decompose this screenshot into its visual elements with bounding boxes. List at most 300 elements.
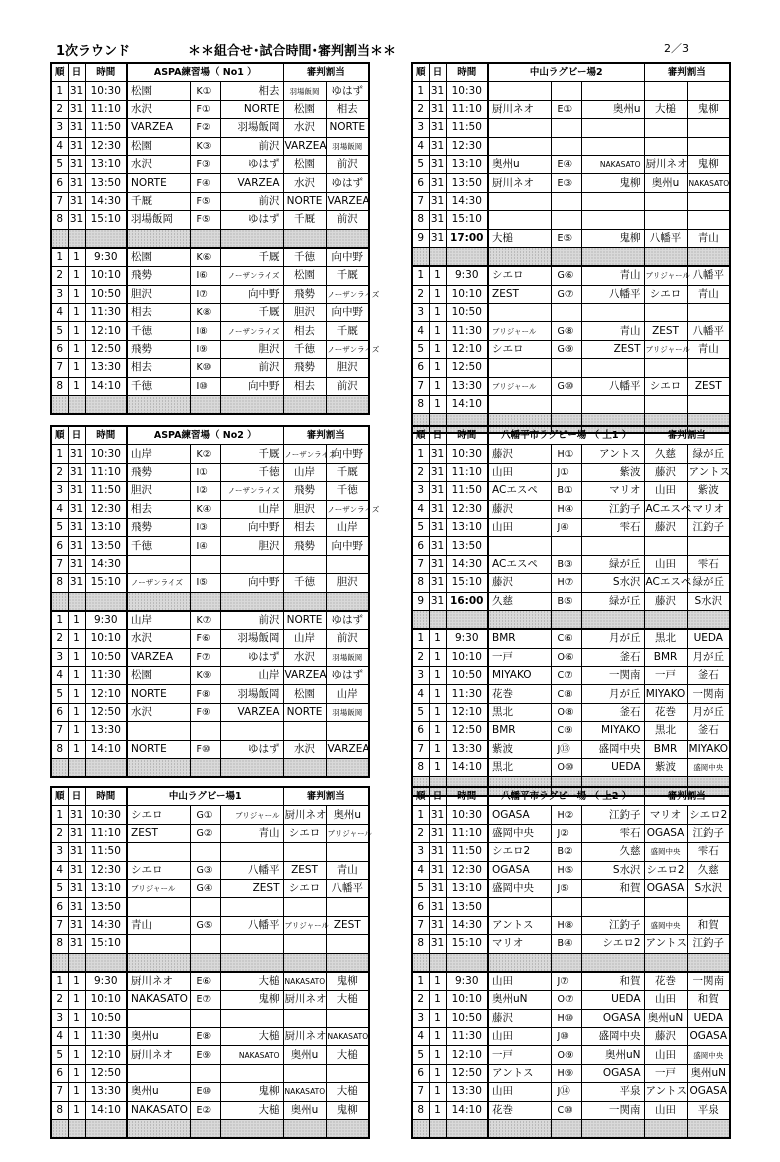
home-team: VARZEA <box>127 119 190 137</box>
kickoff-time: 13:30 <box>446 1083 488 1101</box>
table-row <box>412 359 730 377</box>
away-team: 紫波 <box>581 463 644 481</box>
away-team <box>220 555 283 573</box>
match-code: K⑧ <box>190 304 220 322</box>
referee-1: 黒北 <box>644 629 687 648</box>
kickoff-time: 10:50 <box>446 667 488 685</box>
kickoff-time: 12:10 <box>85 322 127 340</box>
separator-cell <box>85 1120 127 1139</box>
match-order: 7 <box>51 359 68 377</box>
table-row <box>51 211 369 229</box>
away-team: アントス <box>581 445 644 463</box>
group-separator <box>412 953 730 972</box>
away-team: OGASA <box>581 1064 644 1082</box>
match-code <box>551 211 581 229</box>
match-day: 1 <box>429 740 446 758</box>
match-code: C⑦ <box>551 667 581 685</box>
referee-1: 花巻 <box>644 703 687 721</box>
table-row <box>51 1083 369 1101</box>
match-order: 8 <box>412 759 429 777</box>
referee-1: アントス <box>644 1083 687 1101</box>
referee-2: 羽場飯岡 <box>326 703 369 721</box>
match-order: 2 <box>51 630 68 648</box>
match-day: 31 <box>429 100 446 118</box>
away-team: 一関南 <box>581 667 644 685</box>
home-team: 山岸 <box>127 611 190 630</box>
away-team: MIYAKO <box>581 722 644 740</box>
away-team: ノーザンライズ <box>220 322 283 340</box>
table-row <box>51 916 369 934</box>
match-order: 1 <box>412 972 429 991</box>
match-code: H① <box>551 445 581 463</box>
match-order: 4 <box>51 500 68 518</box>
match-day: 1 <box>429 377 446 395</box>
match-code: G⑨ <box>551 340 581 358</box>
match-order: 6 <box>51 340 68 358</box>
separator-cell <box>488 953 551 972</box>
match-order: 1 <box>51 82 68 100</box>
referee-1: 山田 <box>644 555 687 573</box>
separator-cell <box>51 229 68 248</box>
match-day: 31 <box>429 843 446 861</box>
separator-cell <box>190 953 220 972</box>
referee-2: 青山 <box>326 861 369 879</box>
away-team: 千厩 <box>220 445 283 463</box>
table-row <box>412 935 730 953</box>
home-team: 松園 <box>127 248 190 267</box>
table-row <box>51 843 369 861</box>
match-order: 7 <box>412 916 429 934</box>
referee-1: 山田 <box>644 991 687 1009</box>
separator-cell <box>51 592 68 611</box>
home-team: アントス <box>488 1064 551 1082</box>
separator-cell <box>326 1120 369 1139</box>
match-code: K① <box>190 82 220 100</box>
col-header-time: 時間 <box>446 63 488 82</box>
match-code: K⑨ <box>190 667 220 685</box>
kickoff-time: 15:10 <box>446 211 488 229</box>
home-team: シエロ <box>488 266 551 285</box>
referee-2: 大槌 <box>326 1046 369 1064</box>
referee-1: 厨川ネオ <box>283 806 326 824</box>
table-row <box>51 703 369 721</box>
referee-1: ブリジャール <box>644 340 687 358</box>
referee-1: 飛勢 <box>283 482 326 500</box>
match-order: 3 <box>51 285 68 303</box>
match-code <box>190 1009 220 1027</box>
kickoff-time: 9:30 <box>446 972 488 991</box>
match-order: 3 <box>412 843 429 861</box>
separator-cell <box>429 1120 446 1139</box>
table-row <box>412 1046 730 1064</box>
kickoff-time: 10:50 <box>85 1009 127 1027</box>
separator-cell <box>644 1120 687 1139</box>
kickoff-time: 11:50 <box>85 482 127 500</box>
home-team: ブリジャール <box>127 879 190 897</box>
away-team <box>581 537 644 555</box>
separator-cell <box>85 592 127 611</box>
match-order: 1 <box>412 806 429 824</box>
separator-cell <box>220 396 283 415</box>
match-day: 1 <box>68 685 85 703</box>
referee-2: ゆはず <box>326 611 369 630</box>
home-team: VARZEA <box>127 648 190 666</box>
referee-1: シエロ <box>283 879 326 897</box>
match-code: G⑦ <box>551 285 581 303</box>
match-day: 31 <box>68 482 85 500</box>
separator-cell <box>326 759 369 778</box>
referee-2: アントス <box>687 463 730 481</box>
separator-cell <box>581 1120 644 1139</box>
col-header-day: 日 <box>429 787 446 806</box>
group-separator <box>412 610 730 629</box>
table-row <box>51 879 369 897</box>
match-day: 31 <box>429 211 446 229</box>
round-label: 1次ラウンド <box>56 44 131 59</box>
match-code: H⑩ <box>551 1009 581 1027</box>
match-day: 31 <box>68 174 85 192</box>
away-team <box>220 1064 283 1082</box>
kickoff-time: 12:50 <box>446 359 488 377</box>
referee-2 <box>687 396 730 414</box>
referee-2: UEDA <box>687 1009 730 1027</box>
home-team: 山田 <box>488 518 551 536</box>
home-team: 奥州uN <box>488 991 551 1009</box>
kickoff-time: 15:10 <box>85 574 127 592</box>
match-day: 1 <box>429 972 446 991</box>
match-code: E① <box>551 100 581 118</box>
match-order: 7 <box>51 722 68 740</box>
match-day: 1 <box>429 304 446 322</box>
match-day: 1 <box>68 1046 85 1064</box>
referee-2: 八幡平 <box>687 322 730 340</box>
separator-cell <box>51 759 68 778</box>
match-code: E⑧ <box>190 1028 220 1046</box>
away-team: シエロ2 <box>581 935 644 953</box>
table-header-row <box>412 63 730 82</box>
match-day: 1 <box>429 667 446 685</box>
col-header-time: 時間 <box>446 426 488 445</box>
kickoff-time: 11:50 <box>85 843 127 861</box>
referee-1: シエロ2 <box>644 861 687 879</box>
home-team <box>488 304 551 322</box>
away-team: 大槌 <box>220 1028 283 1046</box>
away-team: 江釣子 <box>581 500 644 518</box>
kickoff-time: 10:30 <box>85 445 127 463</box>
match-order: 4 <box>51 667 68 685</box>
separator-cell <box>283 953 326 972</box>
table-row <box>412 1101 730 1119</box>
match-order: 4 <box>412 500 429 518</box>
separator-cell <box>220 229 283 248</box>
match-day: 1 <box>68 667 85 685</box>
match-day: 1 <box>68 740 85 758</box>
home-team: 藤沢 <box>488 574 551 592</box>
away-team: S水沢 <box>581 574 644 592</box>
match-order: 1 <box>51 806 68 824</box>
home-team: ZEST <box>488 285 551 303</box>
match-code: B① <box>551 482 581 500</box>
table-row <box>412 574 730 592</box>
referee-1: 藤沢 <box>644 518 687 536</box>
referee-2: 山岸 <box>326 518 369 536</box>
table-row <box>412 898 730 916</box>
match-order: 1 <box>51 248 68 267</box>
separator-cell <box>190 229 220 248</box>
col-header-time: 時間 <box>85 426 127 445</box>
match-day: 1 <box>429 1101 446 1119</box>
match-order: 5 <box>412 1046 429 1064</box>
match-day: 31 <box>429 861 446 879</box>
table-row <box>412 685 730 703</box>
away-team <box>581 211 644 229</box>
home-team: 水沢 <box>127 155 190 173</box>
match-code <box>551 898 581 916</box>
referee-1 <box>644 304 687 322</box>
kickoff-time: 14:30 <box>446 555 488 573</box>
table-row <box>51 806 369 824</box>
match-day: 31 <box>68 537 85 555</box>
match-order: 3 <box>412 482 429 500</box>
match-day: 31 <box>429 916 446 934</box>
away-team: 前沢 <box>220 359 283 377</box>
referee-1 <box>644 359 687 377</box>
match-order: 8 <box>51 377 68 395</box>
home-team: ACエスペ <box>488 482 551 500</box>
kickoff-time: 9:30 <box>446 266 488 285</box>
col-header-time: 時間 <box>446 787 488 806</box>
match-order: 7 <box>51 555 68 573</box>
match-order: 4 <box>412 685 429 703</box>
referee-1: 松園 <box>283 100 326 118</box>
match-code: E⑩ <box>190 1083 220 1101</box>
match-order: 7 <box>412 377 429 395</box>
kickoff-time: 14:10 <box>85 377 127 395</box>
kickoff-time: 10:10 <box>446 991 488 1009</box>
referee-1: 千厩 <box>283 211 326 229</box>
match-day: 31 <box>429 82 446 100</box>
table-row <box>412 991 730 1009</box>
table-row <box>412 592 730 610</box>
match-code: O⑥ <box>551 648 581 666</box>
match-day: 1 <box>429 322 446 340</box>
match-day: 31 <box>68 445 85 463</box>
home-team: 千厩 <box>127 192 190 210</box>
table-row <box>51 137 369 155</box>
match-day: 31 <box>68 574 85 592</box>
table-row <box>51 174 369 192</box>
table-row <box>412 211 730 229</box>
referee-2: 奥州uN <box>687 1064 730 1082</box>
match-order: 7 <box>51 1083 68 1101</box>
referee-2: 江釣子 <box>687 824 730 842</box>
away-team <box>220 843 283 861</box>
col-header-referee: 審判割当 <box>283 426 369 445</box>
referee-1: 山岸 <box>283 463 326 481</box>
referee-2: シエロ2 <box>687 806 730 824</box>
home-team: 花巻 <box>488 685 551 703</box>
match-code: G② <box>190 824 220 842</box>
referee-2 <box>687 359 730 377</box>
match-day: 31 <box>68 155 85 173</box>
match-day: 31 <box>68 100 85 118</box>
table-row <box>412 972 730 991</box>
match-day: 1 <box>68 630 85 648</box>
kickoff-time: 13:30 <box>85 359 127 377</box>
match-order: 7 <box>412 555 429 573</box>
kickoff-time: 11:50 <box>446 119 488 137</box>
home-team: 厨川ネオ <box>488 100 551 118</box>
referee-1 <box>283 555 326 573</box>
match-order: 1 <box>412 629 429 648</box>
match-order: 4 <box>412 1028 429 1046</box>
referee-1: 八幡平 <box>644 229 687 247</box>
referee-2: 釜石 <box>687 667 730 685</box>
referee-2: 青山 <box>687 229 730 247</box>
table-row <box>412 1028 730 1046</box>
away-team: VARZEA <box>220 703 283 721</box>
referee-2: ブリジャール <box>326 824 369 842</box>
home-team: 奥州u <box>488 155 551 173</box>
separator-cell <box>190 759 220 778</box>
home-team: 盛岡中央 <box>488 879 551 897</box>
away-team: 千厩 <box>220 304 283 322</box>
table-row <box>51 285 369 303</box>
match-day: 31 <box>429 574 446 592</box>
kickoff-time: 14:10 <box>446 759 488 777</box>
referee-1: MIYAKO <box>644 685 687 703</box>
kickoff-time: 14:10 <box>446 1101 488 1119</box>
home-team: ブリジャール <box>488 377 551 395</box>
away-team: 緑が丘 <box>581 555 644 573</box>
away-team: ノーザンライズ <box>220 482 283 500</box>
separator-cell <box>85 396 127 415</box>
referee-2: 向中野 <box>326 304 369 322</box>
referee-2 <box>687 211 730 229</box>
match-order: 5 <box>412 703 429 721</box>
table-row <box>412 174 730 192</box>
kickoff-time: 15:10 <box>85 211 127 229</box>
match-day: 31 <box>429 824 446 842</box>
match-day: 1 <box>429 1046 446 1064</box>
match-order: 2 <box>51 100 68 118</box>
home-team: 飛勢 <box>127 340 190 358</box>
away-team <box>581 898 644 916</box>
separator-cell <box>220 953 283 972</box>
away-team: 八幡平 <box>220 861 283 879</box>
referee-2: NAKASATO <box>326 1028 369 1046</box>
kickoff-time: 17:00 <box>446 229 488 247</box>
match-code: K⑩ <box>190 359 220 377</box>
referee-2 <box>687 304 730 322</box>
match-code <box>551 359 581 377</box>
referee-2: VARZEA <box>326 740 369 758</box>
kickoff-time: 13:10 <box>446 155 488 173</box>
match-order: 2 <box>412 991 429 1009</box>
separator-cell <box>687 247 730 266</box>
match-order: 5 <box>412 155 429 173</box>
table-row <box>51 119 369 137</box>
separator-cell <box>581 247 644 266</box>
referee-1: 藤沢 <box>644 1028 687 1046</box>
match-code: J① <box>551 463 581 481</box>
kickoff-time: 12:30 <box>446 137 488 155</box>
match-day: 31 <box>429 119 446 137</box>
referee-2: 江釣子 <box>687 935 730 953</box>
separator-cell <box>581 953 644 972</box>
match-code: C⑥ <box>551 629 581 648</box>
referee-2: 盛岡中央 <box>687 1046 730 1064</box>
match-day: 1 <box>68 1028 85 1046</box>
table-row <box>412 1064 730 1082</box>
col-header-day: 日 <box>68 63 85 82</box>
referee-1: 黒北 <box>644 722 687 740</box>
match-day: 31 <box>68 119 85 137</box>
match-order: 4 <box>51 861 68 879</box>
separator-cell <box>127 953 190 972</box>
referee-2: UEDA <box>687 629 730 648</box>
kickoff-time: 13:30 <box>446 377 488 395</box>
away-team: 相去 <box>220 82 283 100</box>
match-code: E⑨ <box>190 1046 220 1064</box>
home-team: 山田 <box>488 1028 551 1046</box>
col-header-day: 日 <box>429 426 446 445</box>
col-header-time: 時間 <box>85 63 127 82</box>
match-code: F③ <box>190 155 220 173</box>
away-team <box>581 137 644 155</box>
away-team: 鬼柳 <box>220 1083 283 1101</box>
match-order: 3 <box>412 304 429 322</box>
match-day: 1 <box>68 1101 85 1119</box>
match-day: 1 <box>68 359 85 377</box>
referee-2: 奥州u <box>326 806 369 824</box>
page-title: ＊＊組合せ･試合時間･審判割当＊＊ <box>188 44 397 59</box>
referee-1: 山岸 <box>283 630 326 648</box>
referee-1: NORTE <box>283 611 326 630</box>
home-team: ノーザンライズ <box>127 574 190 592</box>
match-order: 7 <box>51 916 68 934</box>
referee-2: ZEST <box>326 916 369 934</box>
match-code <box>190 1064 220 1082</box>
match-order: 3 <box>412 667 429 685</box>
table-row <box>51 722 369 740</box>
match-code: E⑤ <box>551 229 581 247</box>
table-row <box>51 359 369 377</box>
match-code: E④ <box>551 155 581 173</box>
away-team: S水沢 <box>581 861 644 879</box>
home-team <box>488 359 551 377</box>
away-team: UEDA <box>581 991 644 1009</box>
venue-name: 中山ラグビー場2 <box>488 63 644 82</box>
referee-2: 千厩 <box>326 267 369 285</box>
kickoff-time: 14:10 <box>446 396 488 414</box>
table-hachimantai-1 <box>411 425 731 797</box>
match-order: 5 <box>51 322 68 340</box>
separator-cell <box>551 247 581 266</box>
table-row <box>412 445 730 463</box>
referee-1: 盛岡中央 <box>644 843 687 861</box>
match-day: 1 <box>68 267 85 285</box>
table-row <box>412 861 730 879</box>
home-team: 青山 <box>127 916 190 934</box>
match-code: F④ <box>190 174 220 192</box>
home-team: 胆沢 <box>127 482 190 500</box>
col-header-day: 日 <box>429 63 446 82</box>
kickoff-time: 13:10 <box>85 155 127 173</box>
referee-1 <box>283 898 326 916</box>
match-order: 7 <box>412 740 429 758</box>
match-order: 4 <box>412 137 429 155</box>
